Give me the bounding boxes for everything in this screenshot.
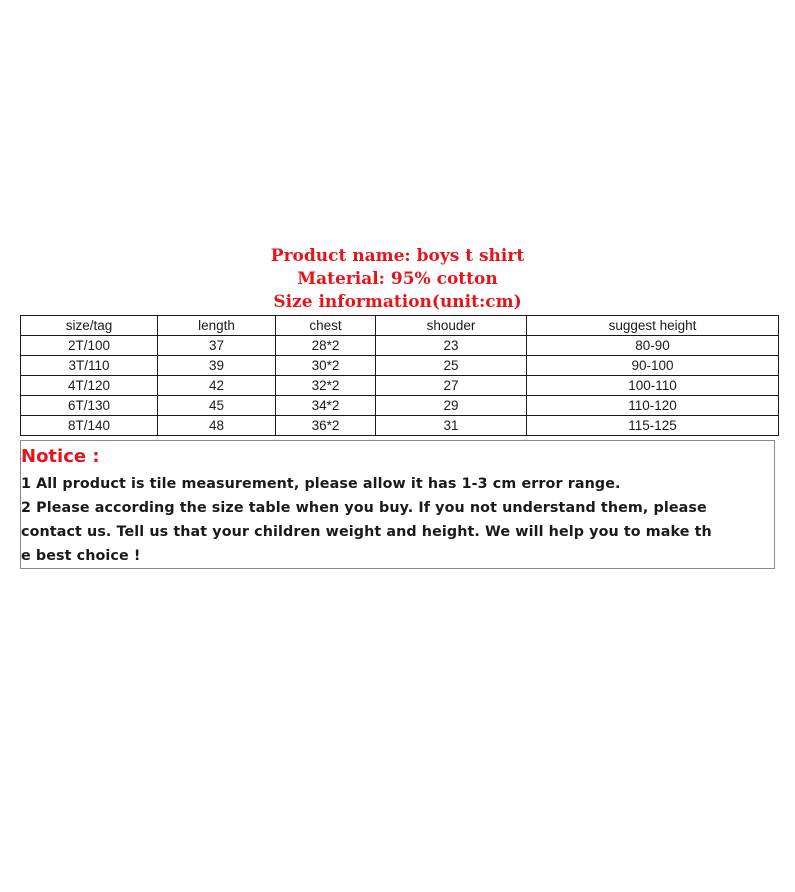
table-cell: 42 (158, 376, 276, 396)
table-cell: 2T/100 (21, 336, 158, 356)
table-cell: 27 (376, 376, 527, 396)
table-cell: 6T/130 (21, 396, 158, 416)
table-cell: 4T/120 (21, 376, 158, 396)
table-cell: 45 (158, 396, 276, 416)
table-cell: 100-110 (527, 376, 779, 396)
product-name-heading: Product name: boys t shirt (270, 246, 525, 266)
notice-line: 1 All product is tile measurement, please allow it has 1-3 cm error range. (21, 476, 621, 492)
size-info-heading: Size information(unit:cm) (273, 292, 522, 312)
table-cell: 115-125 (527, 416, 779, 436)
column-header: suggest height (527, 316, 779, 336)
column-header: length (158, 316, 276, 336)
table-cell: 23 (376, 336, 527, 356)
table-row (21, 376, 779, 396)
table-cell: 90-100 (527, 356, 779, 376)
material-heading: Material: 95% cotton (297, 269, 498, 289)
table-row (21, 396, 779, 416)
column-header: size/tag (21, 316, 158, 336)
table-cell: 48 (158, 416, 276, 436)
table-cell: 8T/140 (21, 416, 158, 436)
column-header: chest (276, 316, 376, 336)
notice-line: e best choice ! (21, 548, 141, 564)
table-row (21, 356, 779, 376)
notice-box (20, 440, 775, 569)
table-cell: 32*2 (276, 376, 376, 396)
size-table (20, 315, 779, 436)
table-cell: 34*2 (276, 396, 376, 416)
table-cell: 30*2 (276, 356, 376, 376)
table-row (21, 416, 779, 436)
table-cell: 29 (376, 396, 527, 416)
notice-line: contact us. Tell us that your children weight and height. We will help you to make th (21, 524, 712, 540)
table-cell: 25 (376, 356, 527, 376)
table-cell: 36*2 (276, 416, 376, 436)
table-header-row (21, 316, 779, 336)
table-cell: 39 (158, 356, 276, 376)
table-cell: 110-120 (527, 396, 779, 416)
table-cell: 37 (158, 336, 276, 356)
table-cell: 3T/110 (21, 356, 158, 376)
table-cell: 80-90 (527, 336, 779, 356)
column-header: shouder (376, 316, 527, 336)
product-header (0, 245, 795, 314)
notice-title: Notice : (21, 446, 100, 467)
table-cell: 31 (376, 416, 527, 436)
table-row (21, 336, 779, 356)
notice-line: 2 Please according the size table when you buy. If you not understand them, please (21, 500, 707, 516)
table-cell: 28*2 (276, 336, 376, 356)
